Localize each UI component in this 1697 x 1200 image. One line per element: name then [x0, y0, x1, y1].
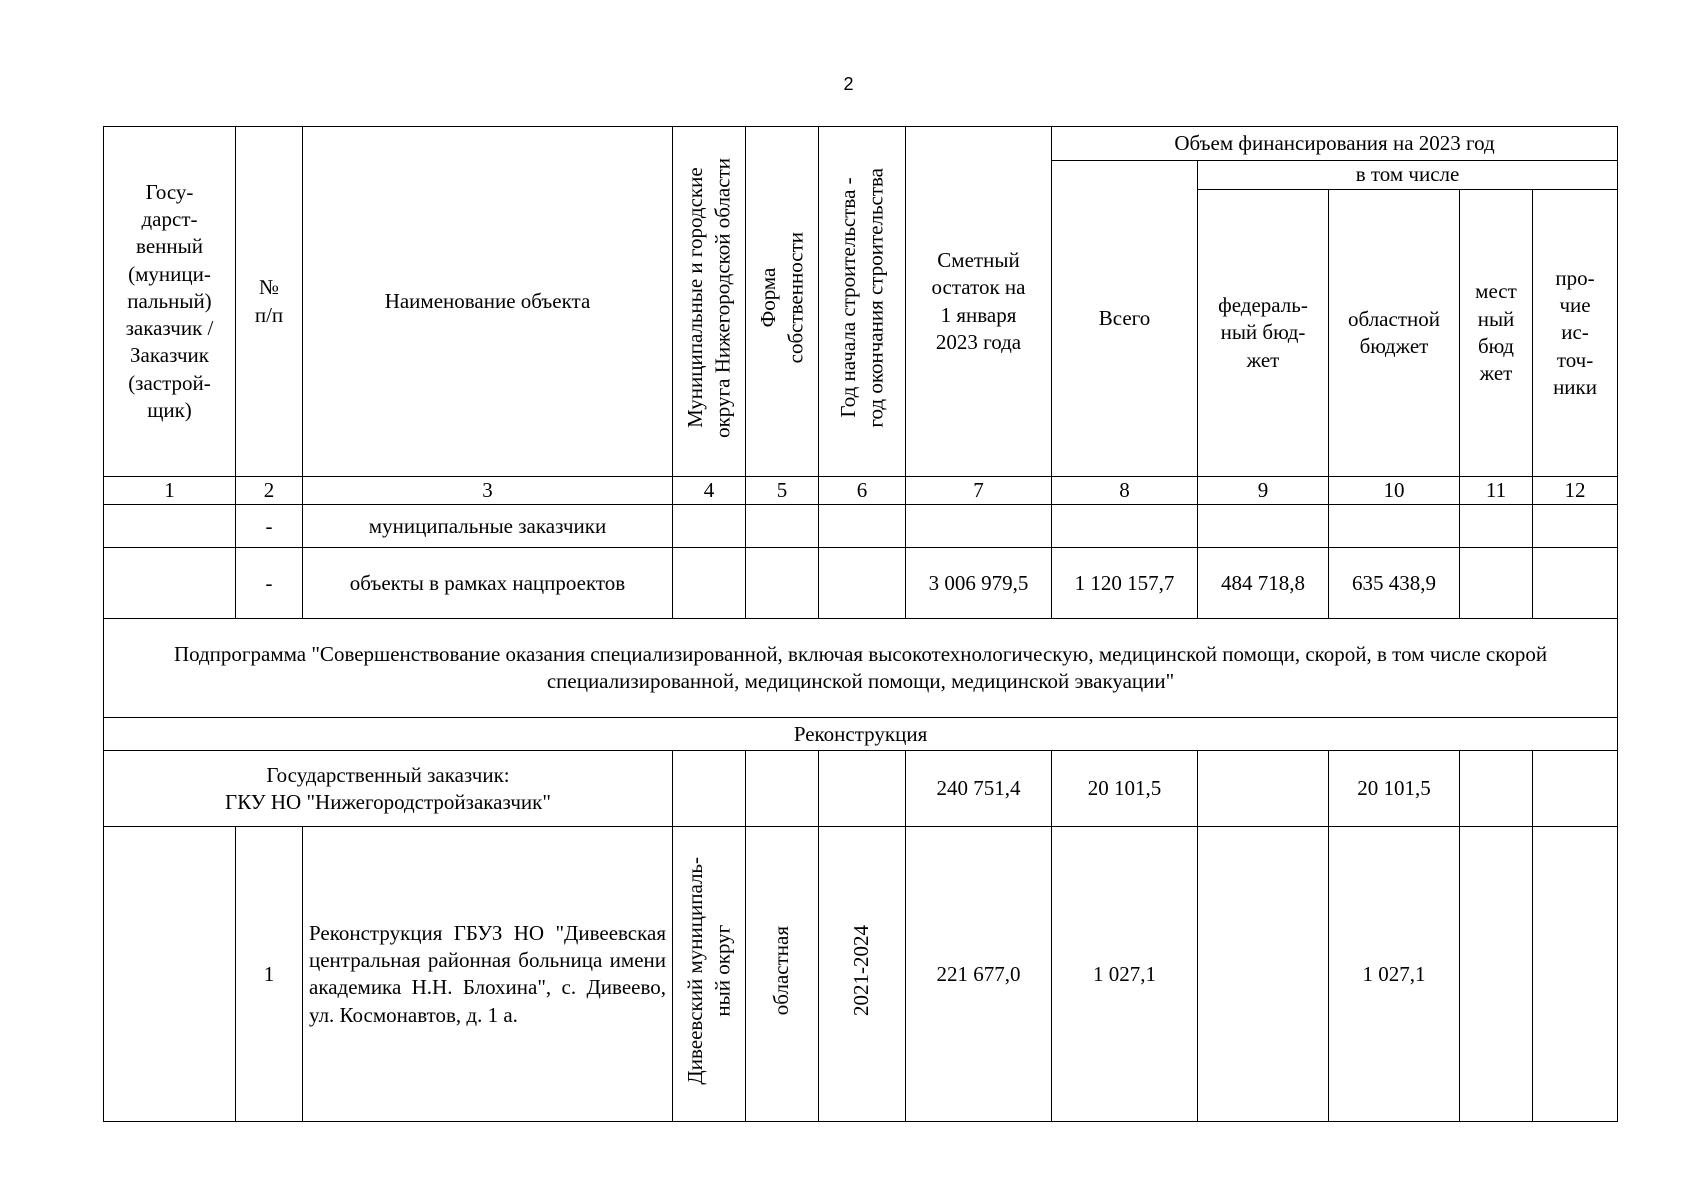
cell-empty — [104, 827, 236, 1122]
row-dash: - — [236, 548, 303, 619]
table-row-section — [104, 718, 1618, 751]
header-number: № п/п — [236, 127, 303, 477]
cell-empty — [1460, 751, 1533, 827]
column-number: 10 — [1329, 477, 1460, 505]
state-customer-label: Государственный заказчик: ГКУ НО "Нижегородстройзаказчик" — [104, 751, 673, 827]
object-ownership-text: областная — [769, 926, 794, 1016]
cell-empty — [673, 548, 746, 619]
cell-empty — [673, 505, 746, 548]
header-other: про- чие ис- точ- ники — [1533, 190, 1618, 477]
column-numbers-row — [104, 477, 1618, 505]
cell-regional: 20 101,5 — [1329, 751, 1460, 827]
table-row-subprogram — [104, 619, 1618, 718]
column-number: 5 — [746, 477, 819, 505]
cell-regional: 635 438,9 — [1329, 548, 1460, 619]
cell-empty — [746, 751, 819, 827]
header-estimate: Сметный остаток на 1 января 2023 года — [906, 127, 1052, 477]
cell-empty — [104, 548, 236, 619]
cell-empty — [1533, 827, 1618, 1122]
cell-empty — [1460, 827, 1533, 1122]
cell-empty — [819, 505, 906, 548]
header-customer: Госу- дарст- венный (муници- пальный) заказчик / Заказчик (застрой- щик) — [104, 127, 236, 477]
cell-empty — [673, 751, 746, 827]
page-number: 2 — [843, 74, 854, 94]
cell-estimate: 3 006 979,5 — [906, 548, 1052, 619]
object-municipality-text: Дивеевский муниципаль- ный округ — [682, 856, 734, 1085]
table-row-object — [104, 827, 1618, 1122]
object-years-text: 2021-2024 — [849, 925, 874, 1017]
section-title: Реконструкция — [104, 718, 1618, 751]
cell-empty — [1198, 751, 1329, 827]
column-number: 8 — [1052, 477, 1198, 505]
object-municipality — [673, 827, 746, 1122]
subprogram-title: Подпрограмма "Совершенствование оказания специализированной, включая высокотехнологическую, медицинской помощи, скорой, в том числе скорой специализированной, медицинской помощи, медицинской эвакуации" — [104, 619, 1618, 718]
cell-empty — [1460, 505, 1533, 548]
cell-empty — [1533, 751, 1618, 827]
table-row-municipal-customers — [104, 505, 1618, 548]
column-number: 1 — [104, 477, 236, 505]
column-number: 2 — [236, 477, 303, 505]
cell-total: 1 120 157,7 — [1052, 548, 1198, 619]
object-number: 1 — [236, 827, 303, 1122]
column-number: 6 — [819, 477, 906, 505]
cell-empty — [104, 505, 236, 548]
header-regional: областной бюджет — [1329, 190, 1460, 477]
column-number: 11 — [1460, 477, 1533, 505]
cell-empty — [1460, 548, 1533, 619]
row-name: объекты в рамках нацпроектов — [303, 548, 673, 619]
header-total: Всего — [1052, 161, 1198, 477]
header-years-text: Год начала строительства - год окончания строительства — [835, 168, 887, 428]
column-number: 7 — [906, 477, 1052, 505]
column-number: 9 — [1198, 477, 1329, 505]
header-object-name: Наименование объекта — [303, 127, 673, 477]
cell-total: 1 027,1 — [1052, 827, 1198, 1122]
cell-empty — [1198, 505, 1329, 548]
header-ownership — [746, 127, 819, 477]
column-number: 3 — [303, 477, 673, 505]
header-including: в том числе — [1198, 161, 1618, 190]
row-dash: - — [236, 505, 303, 548]
financing-table — [103, 126, 1618, 1122]
header-local: мест ный бюд жет — [1460, 190, 1533, 477]
header-federal: федераль- ный бюд- жет — [1198, 190, 1329, 477]
cell-empty — [1052, 505, 1198, 548]
cell-empty — [1533, 548, 1618, 619]
header-years — [819, 127, 906, 477]
header-municipality — [673, 127, 746, 477]
cell-federal: 484 718,8 — [1198, 548, 1329, 619]
cell-empty — [1329, 505, 1460, 548]
cell-total: 20 101,5 — [1052, 751, 1198, 827]
cell-regional: 1 027,1 — [1329, 827, 1460, 1122]
column-number: 12 — [1533, 477, 1618, 505]
cell-estimate: 221 677,0 — [906, 827, 1052, 1122]
header-ownership-text: Форма собственности — [755, 232, 807, 364]
cell-empty — [906, 505, 1052, 548]
cell-empty — [1533, 505, 1618, 548]
row-name: муниципальные заказчики — [303, 505, 673, 548]
cell-empty — [746, 505, 819, 548]
object-years — [819, 827, 906, 1122]
header-funding-group: Объем финансирования на 2023 год — [1052, 127, 1618, 161]
object-name: Реконструкция ГБУЗ НО "Дивеевская центральная районная больница имени академика Н.Н. Блохина", с. Дивеево, ул. Космонавтов, д. 1 а. — [303, 827, 673, 1122]
object-ownership — [746, 827, 819, 1122]
cell-empty — [746, 548, 819, 619]
cell-empty — [819, 751, 906, 827]
cell-empty — [1198, 827, 1329, 1122]
header-municipality-text: Муниципальные и городские округа Нижегородской области — [682, 157, 734, 438]
table-row-national-projects — [104, 548, 1618, 619]
cell-empty — [819, 548, 906, 619]
cell-estimate: 240 751,4 — [906, 751, 1052, 827]
table-row-state-customer — [104, 751, 1618, 827]
column-number: 4 — [673, 477, 746, 505]
